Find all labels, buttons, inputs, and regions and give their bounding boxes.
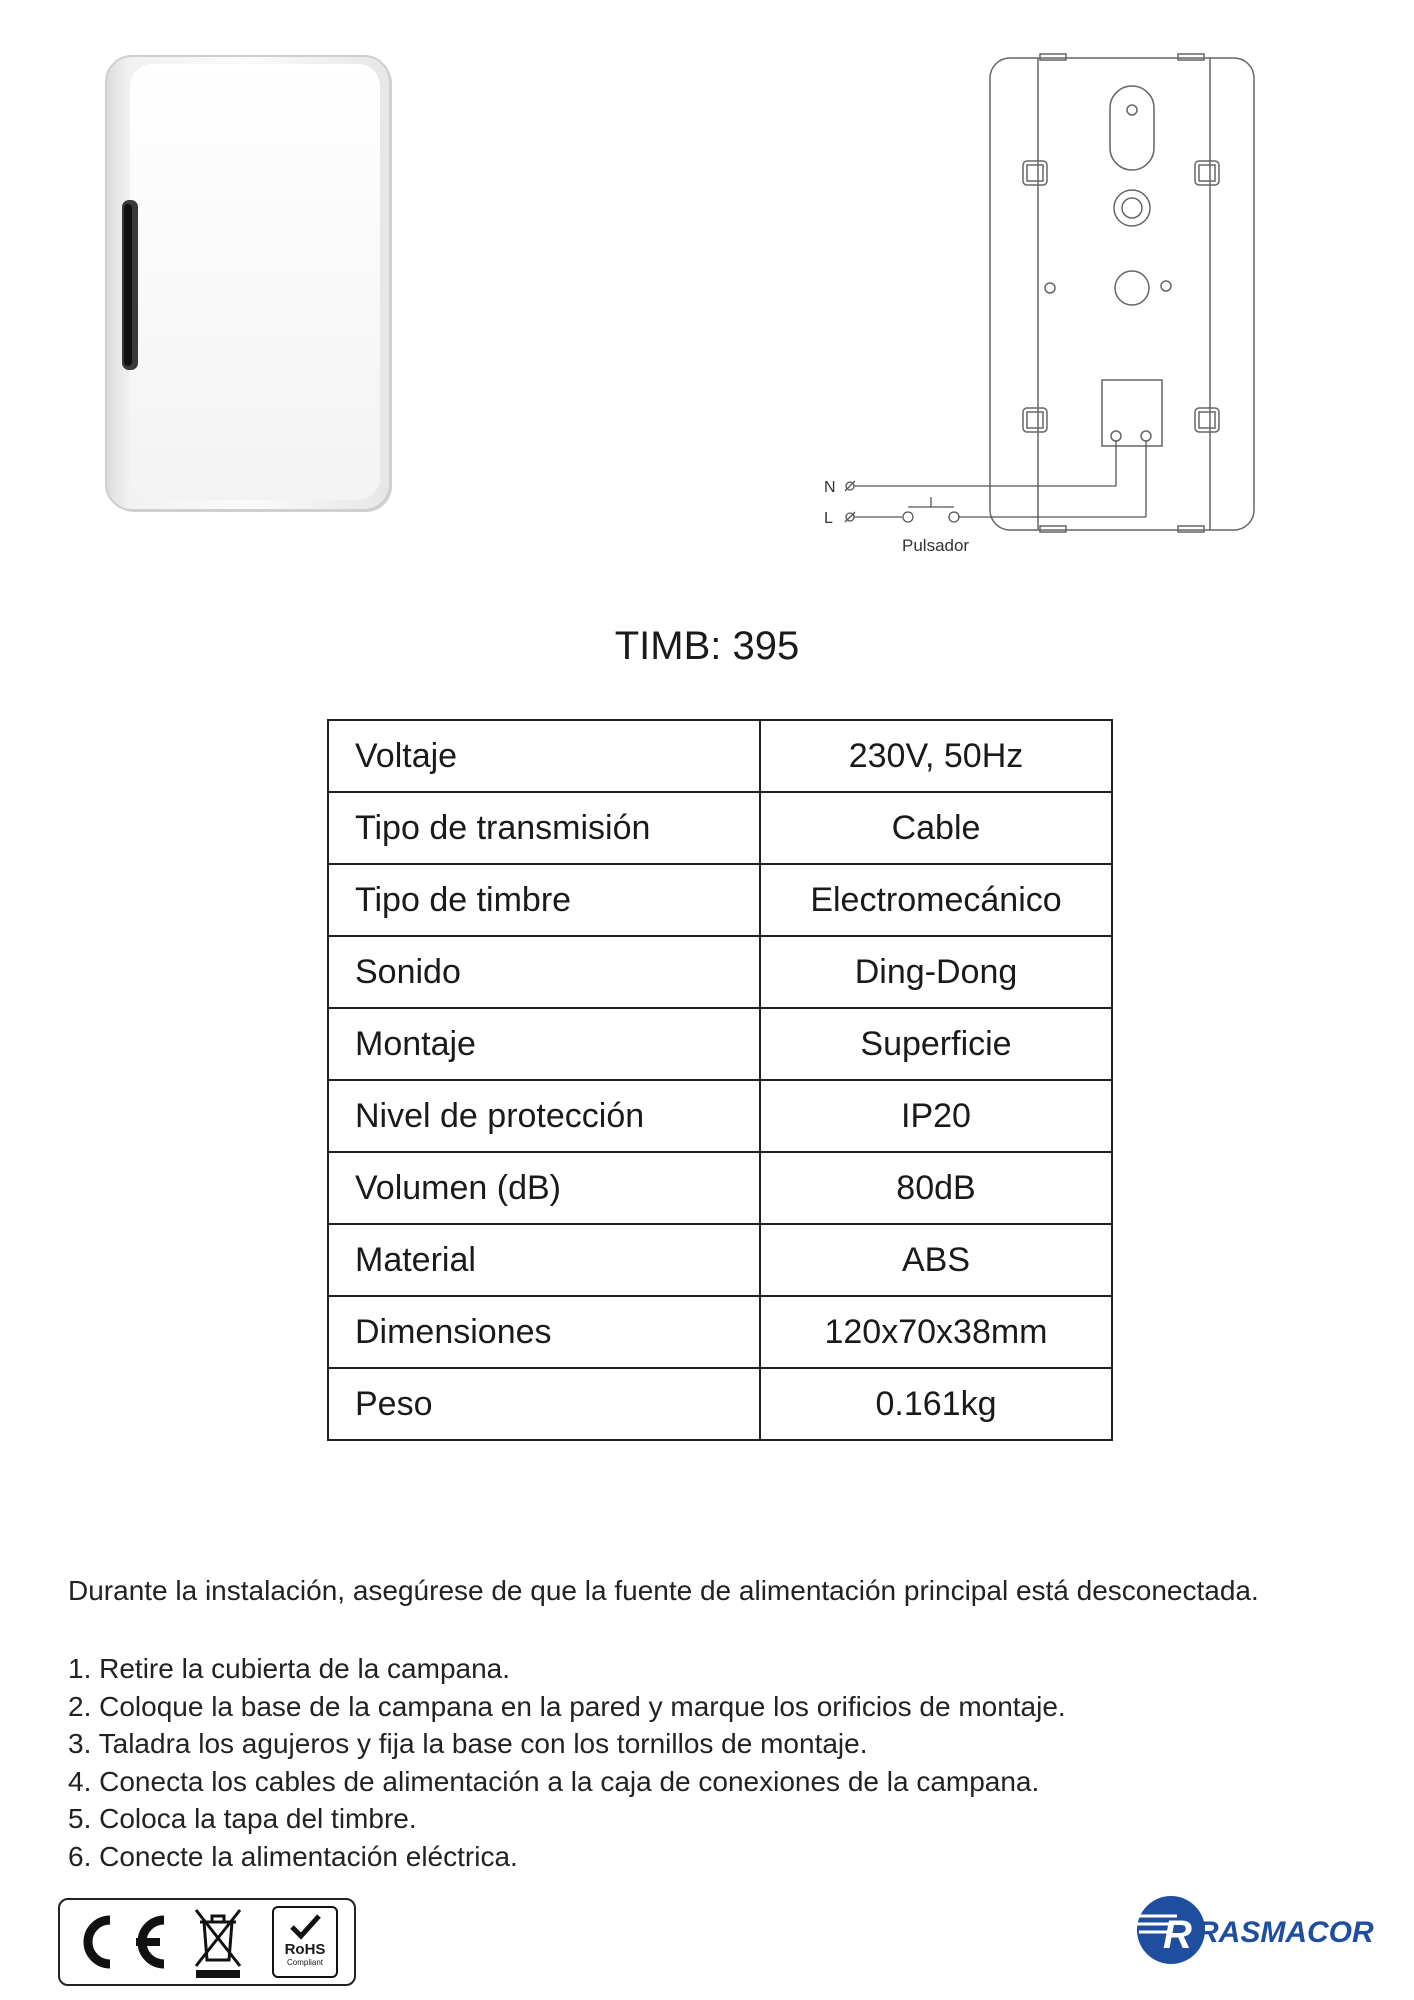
spec-row <box>328 1008 1112 1080</box>
spec-row <box>328 1368 1112 1440</box>
instruction-step: 1. Retire la cubierta de la campana. <box>68 1653 511 1684</box>
svg-text:R: R <box>1163 1913 1192 1957</box>
spec-value: Cable <box>760 792 1112 864</box>
spec-key: Nivel de protección <box>328 1080 760 1152</box>
spec-key: Sonido <box>328 936 760 1008</box>
spec-row <box>328 1296 1112 1368</box>
spec-key: Montaje <box>328 1008 760 1080</box>
brand-name: RASMACOR <box>1197 1916 1374 1949</box>
spec-value: IP20 <box>760 1080 1112 1152</box>
instruction-step: 5. Coloca la tapa del timbre. <box>68 1803 417 1834</box>
instruction-step: 2. Coloque la base de la campana en la pared y marque los orificios de montaje. <box>68 1690 1066 1722</box>
safety-note: Durante la instalación, asegúrese de que la fuente de alimentación principal está desconectada. <box>68 1575 1259 1606</box>
spec-key: Material <box>328 1224 760 1296</box>
spec-value: 120x70x38mm <box>760 1296 1112 1368</box>
product-title: TIMB: 395 <box>614 624 800 668</box>
spec-key: Volumen (dB) <box>328 1152 760 1224</box>
spec-row <box>328 720 1112 792</box>
spec-key: Peso <box>328 1368 760 1440</box>
instruction-step: 6. Conecte la alimentación eléctrica. <box>68 1840 518 1872</box>
spec-value: ABS <box>760 1224 1112 1296</box>
label-l: L <box>824 510 833 527</box>
label-pushbutton: Pulsador <box>902 536 970 555</box>
spec-value: Superficie <box>760 1008 1112 1080</box>
rasmacor-logo <box>1133 1890 1383 1970</box>
rohs-sub: Compliant <box>286 1958 323 1967</box>
spec-row <box>328 1224 1112 1296</box>
wiring-diagram <box>810 48 1280 568</box>
rohs-label: RoHS <box>284 1941 326 1958</box>
ce-label: CE <box>60 1900 62 1901</box>
spec-key: Voltaje <box>328 720 760 792</box>
certifications-box <box>58 1898 356 1986</box>
instruction-step: 4. Conecta los cables de alimentación a la caja de conexiones de la campana. <box>68 1765 1040 1797</box>
spec-row <box>328 864 1112 936</box>
spec-row <box>328 936 1112 1008</box>
spec-row <box>328 1152 1112 1224</box>
spec-value: Ding-Dong <box>760 936 1112 1008</box>
rohs-badge-icon <box>272 1906 338 1978</box>
spec-key: Tipo de transmisión <box>328 792 760 864</box>
weee-bin-icon <box>190 1904 246 1980</box>
spec-value: 0.161kg <box>760 1368 1112 1440</box>
spec-row <box>328 792 1112 864</box>
specs-table <box>327 719 1113 1441</box>
spec-value: 80dB <box>760 1152 1112 1224</box>
spec-row <box>328 1080 1112 1152</box>
spec-value: Electromecánico <box>760 864 1112 936</box>
spec-value: 230V, 50Hz <box>760 720 1112 792</box>
spec-key: Tipo de timbre <box>328 864 760 936</box>
instruction-step: 3. Taladra los agujeros y fija la base con los tornillos de montaje. <box>68 1728 868 1759</box>
product-photo <box>100 52 400 522</box>
spec-key: Dimensiones <box>328 1296 760 1368</box>
label-n: N <box>824 479 836 496</box>
installation-steps <box>68 1650 1066 1875</box>
